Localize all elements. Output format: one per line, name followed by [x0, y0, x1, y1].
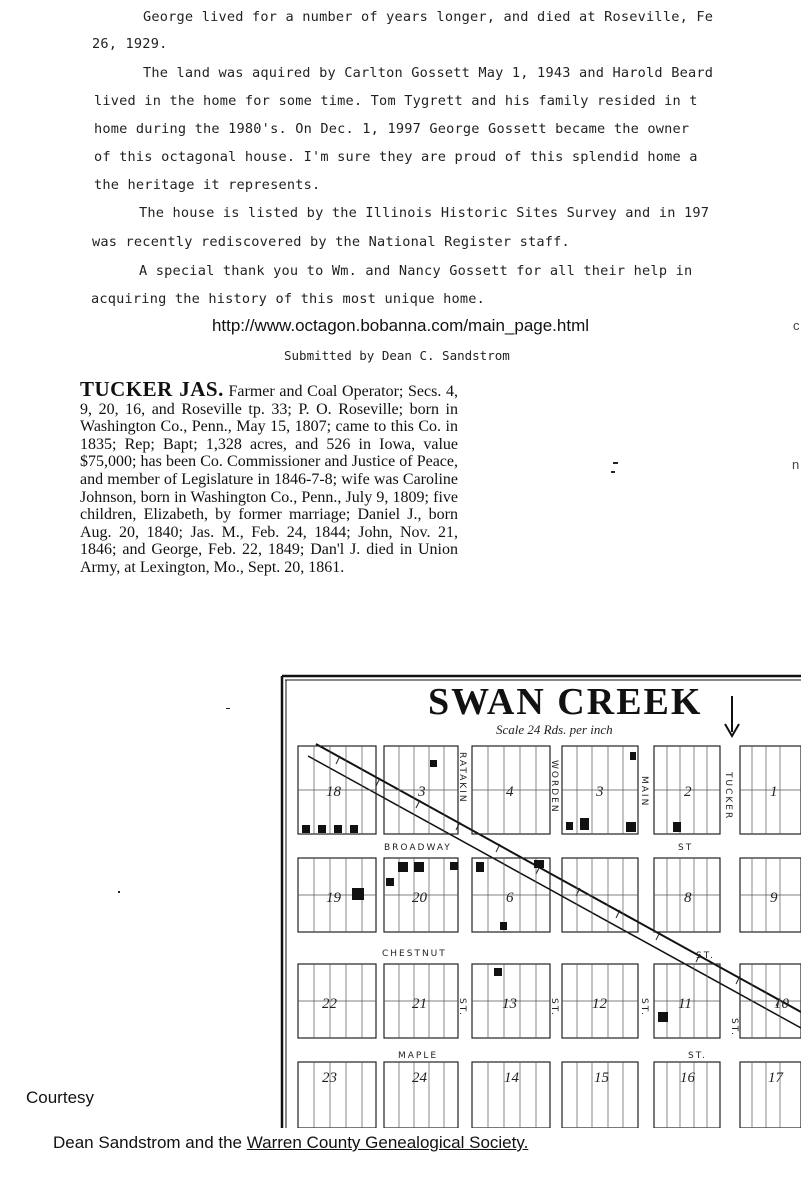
block-number: 13: [502, 996, 517, 1012]
swan-creek-plat-map: [280, 672, 801, 1128]
source-url[interactable]: http://www.octagon.bobanna.com/main_page.html: [211, 316, 590, 335]
building-marks: [302, 752, 681, 1022]
article-line: George lived for a number of years longer, and died at Roseville, Fe: [143, 9, 714, 25]
credit-names: Dean Sandstrom and the: [53, 1133, 247, 1152]
block-number: 16: [680, 1070, 695, 1086]
street-maple: MAPLE: [398, 1051, 439, 1061]
block-number: 18: [326, 784, 341, 800]
block-number: 11: [678, 996, 692, 1012]
street-tucker: TUCKER: [723, 772, 733, 821]
block-number: 22: [322, 996, 337, 1012]
map-scale: Scale 24 Rds. per inch: [496, 722, 613, 737]
article-line: A special thank you to Wm. and Nancy Gossett for all their help in: [139, 263, 693, 279]
biography-name: TUCKER JAS.: [80, 377, 224, 401]
article-line: home during the 1980's. On Dec. 1, 1997 George Gossett became the owner: [94, 121, 690, 137]
credit-organization-link[interactable]: Warren County Genealogical Society.: [246, 1133, 529, 1152]
block-number: 8: [684, 890, 692, 906]
biography-text: Farmer and Coal Operator; Secs. 4, 9, 20, 16, and Roseville tp. 33; P. O. Roseville; born in Washington Co., Penn., May 15, 1807; came to this Co. in 1835; Rep; Bapt; 1,328 acres, and 526 in Iowa, value $75,000; has been Co. Commissioner and Justice of Peace, and member of Legislature in 1846-7-8; wife was Caroline Johnson, born in Washington Co., Penn., July 9, 1809; five children, Elizabeth, by former marriage; Daniel J., born Aug. 20, 1840; Jas. M., Feb. 24, 1844; John, Nov. 21, 1846; and George, Feb. 22, 1849; Dan'l J. died in Union Army, at Lexington, Mo., Sept. 20, 1861.: [80, 383, 459, 576]
biography-entry: [80, 377, 459, 577]
article-line: of this octagonal house. I'm sure they are proud of this splendid home a: [94, 149, 698, 165]
street-broadway: BROADWAY: [384, 843, 452, 853]
block-number: 23: [322, 1070, 337, 1086]
block-number: 20: [412, 890, 427, 906]
submitted-by: Submitted by Dean C. Sandstrom: [284, 348, 510, 363]
block-number: 17: [768, 1070, 783, 1086]
block-number: 1: [770, 784, 778, 800]
street-st: ST.: [639, 998, 649, 1018]
edge-mark: c: [793, 318, 800, 333]
block-numbers: [322, 784, 790, 1086]
block-number: 15: [594, 1070, 609, 1086]
courtesy-label: Courtesy: [26, 1088, 95, 1107]
credit-line: [53, 1133, 528, 1153]
speck: [226, 708, 230, 709]
article-line: was recently rediscovered by the National Register staff.: [92, 234, 570, 250]
block-number: 21: [412, 996, 427, 1012]
block-number: 9: [770, 890, 778, 906]
block-number: 6: [506, 890, 514, 906]
plat-map-svg: [280, 672, 801, 1128]
street-worden: WORDEN: [549, 760, 559, 814]
article-line: the heritage it represents.: [94, 177, 321, 193]
street-st: ST.: [696, 951, 716, 961]
street-st: ST.: [688, 1051, 708, 1061]
article-line: The house is listed by the Illinois Historic Sites Survey and in 197: [139, 205, 710, 221]
street-st: ST.: [457, 998, 467, 1018]
block-number: 24: [412, 1070, 427, 1086]
block-row-4: [298, 1062, 801, 1128]
street-ratakin: RATAKIN: [457, 752, 467, 804]
block-number: 14: [504, 1070, 519, 1086]
article-line: acquiring the history of this most unique home.: [91, 291, 486, 307]
block-number: 2: [684, 784, 692, 800]
article-line: The land was aquired by Carlton Gossett May 1, 1943 and Harold Beard: [143, 65, 714, 81]
street-main: MAIN: [639, 776, 649, 808]
article-line: 26, 1929.: [92, 36, 168, 52]
block-number: 10: [774, 996, 789, 1012]
street-st: ST.: [729, 1018, 739, 1038]
speck: [613, 462, 618, 464]
article-line: lived in the home for some time. Tom Tygrett and his family resided in t: [94, 93, 698, 109]
block-number: 4: [506, 784, 514, 800]
street-st: ST: [678, 843, 694, 853]
map-title: SWAN CREEK: [428, 681, 703, 723]
edge-mark: n: [792, 457, 800, 472]
block-number: 3: [596, 784, 604, 800]
block-number: 19: [326, 890, 341, 906]
block-number: 12: [592, 996, 607, 1012]
speck: [611, 471, 615, 473]
street-st: ST.: [549, 998, 559, 1018]
block-number: 3: [418, 784, 426, 800]
speck: [118, 891, 120, 893]
street-chestnut: CHESTNUT: [382, 949, 447, 959]
